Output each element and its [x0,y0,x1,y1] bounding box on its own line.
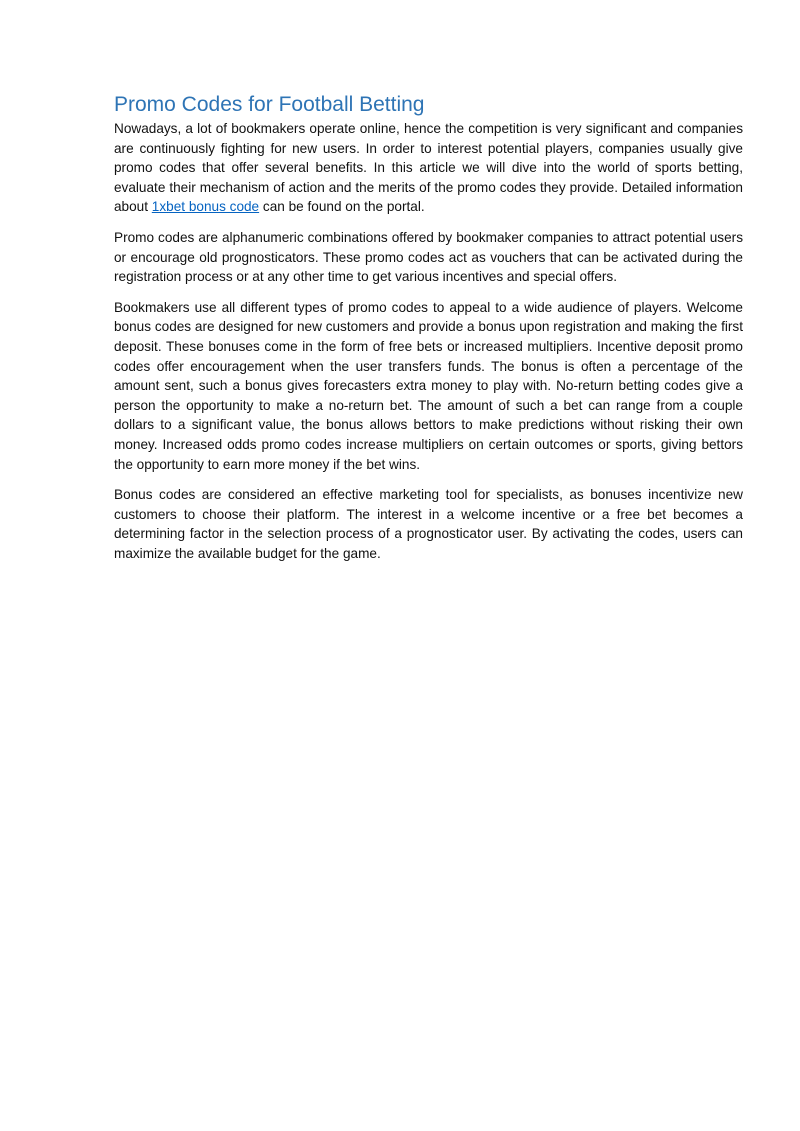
paragraph-intro-text: Nowadays, a lot of bookmakers operate online, hence the competition is very significant and companies are continuously fighting for new users. In order to interest potential players, companies usually give promo codes that offer several benefits. In this article we will dive into the world of sports betting, evaluate their mechanism of action and the merits of the promo codes they provide. Detailed information about [114,121,743,215]
bonus-code-link[interactable]: 1xbet bonus code [151,199,260,215]
document-title: Promo Codes for Football Betting [114,93,425,116]
paragraph-definition: Promo codes are alphanumeric combinations offered by bookmaker companies to attract potential users or encourage old prognosticators. These promo codes act as vouchers that can be activated during the registration process or at any other time to get various incentives and special offers. [114,229,743,285]
paragraph-intro-tail: can be found on the portal. [259,199,425,215]
paragraph-types: Bookmakers use all different types of promo codes to appeal to a wide audience of players. Welcome bonus codes are designed for new customers and provide a bonus upon registration and making the first deposit. These bonuses come in the form of free bets or increased multipliers. Incentive deposit promo codes offer encouragement when the user transfers funds. The bonus is often a percentage of the amount sent, such a bonus gives forecasters extra money to play with. No-return betting codes give a person the opportunity to make a no-return bet. The amount of such a bet can range from a couple dollars to a significant value, the bonus allows bettors to make predictions without risking their own money. Increased odds promo codes increase multipliers on certain outcomes or sports, giving bettors the opportunity to earn more money if the bet wins. [114,299,743,472]
paragraph-conclusion: Bonus codes are considered an effective marketing tool for specialists, as bonuses incentivize new customers to choose their platform. The interest in a welcome incentive or a free bet becomes a determining factor in the selection process of a prognosticator user. By activating the codes, users can maximize the available budget for the game. [114,487,743,561]
document-body [114,92,743,574]
paragraph-intro [114,119,743,217]
